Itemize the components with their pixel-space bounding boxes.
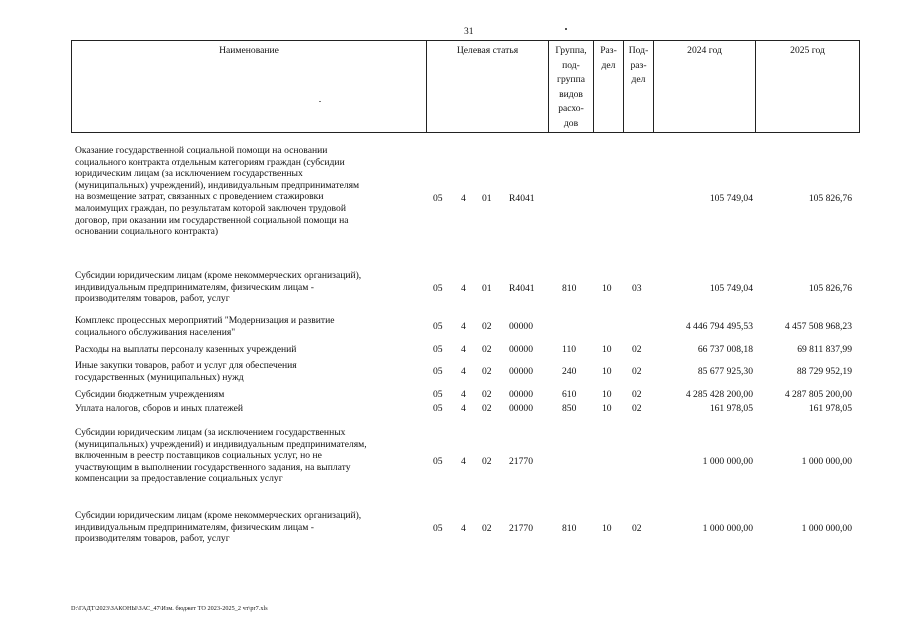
amount-2025: 4 287 805 200,00 [784, 389, 852, 400]
code-type: 4 [461, 523, 466, 534]
code-direction: 00000 [509, 344, 533, 355]
code-type: 4 [461, 456, 466, 467]
amount-2025: 88 729 952,19 [796, 366, 852, 377]
header-subsection: Под- раз- дел [624, 41, 654, 133]
header-section: Раз- дел [594, 41, 624, 133]
amount-2025: 4 457 508 968,23 [784, 321, 852, 332]
amount-2024: 66 737 008,18 [697, 344, 753, 355]
amount-2024: 1 000 000,00 [702, 523, 753, 534]
code-type: 4 [461, 193, 466, 204]
row-name: Уплата налогов, сборов и иных платежей [75, 403, 244, 414]
row-name: Субсидии юридическим лицам (кроме некоммерческих организаций), индивидуальным предпринимателям, физическим лицам - производителям товаров, работ, услуг [75, 270, 362, 305]
code-item: 02 [482, 523, 492, 534]
section: 10 [602, 389, 612, 400]
subsection: 02 [632, 403, 642, 414]
scan-speck [565, 28, 567, 30]
row-name: Субсидии юридическим лицам (кроме некоммерческих организаций), индивидуальным предпринимателям, физическим лицам - производителям товаров, работ, услуг [75, 510, 362, 545]
code-direction: 21770 [509, 456, 533, 467]
amount-2024: 4 285 428 200,00 [685, 389, 753, 400]
code-direction: 00000 [509, 403, 533, 414]
code-program: 05 [433, 389, 443, 400]
amount-2025: 1 000 000,00 [801, 523, 852, 534]
amount-2024: 105 749,04 [709, 193, 753, 204]
code-item: 02 [482, 321, 492, 332]
subsection: 03 [632, 283, 642, 294]
code-type: 4 [461, 389, 466, 400]
code-item: 02 [482, 344, 492, 355]
code-item: 02 [482, 366, 492, 377]
code-type: 4 [461, 321, 466, 332]
code-item: 02 [482, 389, 492, 400]
amount-2024: 105 749,04 [709, 283, 753, 294]
expense-group: 610 [562, 389, 577, 400]
amount-2025: 105 826,76 [808, 283, 852, 294]
code-item: 02 [482, 403, 492, 414]
code-type: 4 [461, 283, 466, 294]
header-name: Наименование [72, 41, 427, 133]
amount-2025: 161 978,05 [808, 403, 852, 414]
code-type: 4 [461, 403, 466, 414]
header-year-2024: 2024 год [654, 41, 756, 133]
code-item: 01 [482, 193, 492, 204]
section: 10 [602, 403, 612, 414]
table-header [71, 40, 860, 133]
expense-group: 110 [562, 344, 577, 355]
code-direction: 00000 [509, 321, 533, 332]
code-direction: 00000 [509, 389, 533, 400]
expense-group: 810 [562, 523, 577, 534]
expense-group: 850 [562, 403, 577, 414]
amount-2024: 4 446 794 495,53 [685, 321, 753, 332]
section: 10 [602, 344, 612, 355]
header-year-2025: 2025 год [756, 41, 860, 133]
code-direction: R4041 [509, 193, 535, 204]
code-type: 4 [461, 344, 466, 355]
amount-2025: 105 826,76 [808, 193, 852, 204]
section: 10 [602, 283, 612, 294]
code-item: 01 [482, 283, 492, 294]
header-target-article: Целевая статья [427, 41, 549, 133]
row-name: Комплекс процессных мероприятий "Модернизация и развитие социального обслуживания населения" [75, 315, 335, 338]
row-name: Субсидии бюджетным учреждениям [75, 389, 225, 400]
amount-2025: 1 000 000,00 [801, 456, 852, 467]
section: 10 [602, 366, 612, 377]
subsection: 02 [632, 366, 642, 377]
amount-2024: 161 978,05 [709, 403, 753, 414]
code-program: 05 [433, 283, 443, 294]
row-name: Расходы на выплаты персоналу казенных учреждений [75, 344, 297, 355]
code-program: 05 [433, 366, 443, 377]
amount-2024: 85 677 925,30 [697, 366, 753, 377]
page-number: 31 [464, 27, 474, 37]
code-program: 05 [433, 344, 443, 355]
subsection: 02 [632, 344, 642, 355]
row-name: Иные закупки товаров, работ и услуг для обеспечения государственных (муниципальных) нужд [75, 360, 297, 383]
code-item: 02 [482, 456, 492, 467]
code-direction: 21770 [509, 523, 533, 534]
code-program: 05 [433, 456, 443, 467]
subsection: 02 [632, 523, 642, 534]
code-direction: R4041 [509, 283, 535, 294]
amount-2024: 1 000 000,00 [702, 456, 753, 467]
expense-group: 240 [562, 366, 577, 377]
section: 10 [602, 523, 612, 534]
code-program: 05 [433, 403, 443, 414]
row-name: Оказание государственной социальной помощи на основании социального контракта отдельным категориям граждан (субсидии юридическим лицам (за исключением государственных (муниципальных) учреждений), индивидуальным предпринимателям на возмещение затрат, связанных с проведением стажировки малоимущих граждан, по результатам которой заключен трудовой договор, при оказании им государственной социальной помощи на основании социального контракта) [75, 145, 360, 238]
code-program: 05 [433, 193, 443, 204]
code-program: 05 [433, 321, 443, 332]
amount-2025: 69 811 837,99 [797, 344, 852, 355]
code-direction: 00000 [509, 366, 533, 377]
subsection: 02 [632, 389, 642, 400]
code-type: 4 [461, 366, 466, 377]
file-path-footer: D:\ГАДТ\2023\ЗАКОНЫ\ЗАС_47\Изм. бюджет ТО 2023-2025_2 чт\pr7.xls [71, 605, 268, 612]
code-program: 05 [433, 523, 443, 534]
header-expense-group: Группа, под- группа видов расхо- дов [549, 41, 594, 133]
row-name: Субсидии юридическим лицам (за исключением государственных (муниципальных) учреждений) и индивидуальным предпринимателям, включенным в реестр поставщиков социальных услуг, но не участвующим в выполнении государственного задания, на выплату компенсации за предоставление социальных услуг [75, 427, 367, 485]
expense-group: 810 [562, 283, 577, 294]
